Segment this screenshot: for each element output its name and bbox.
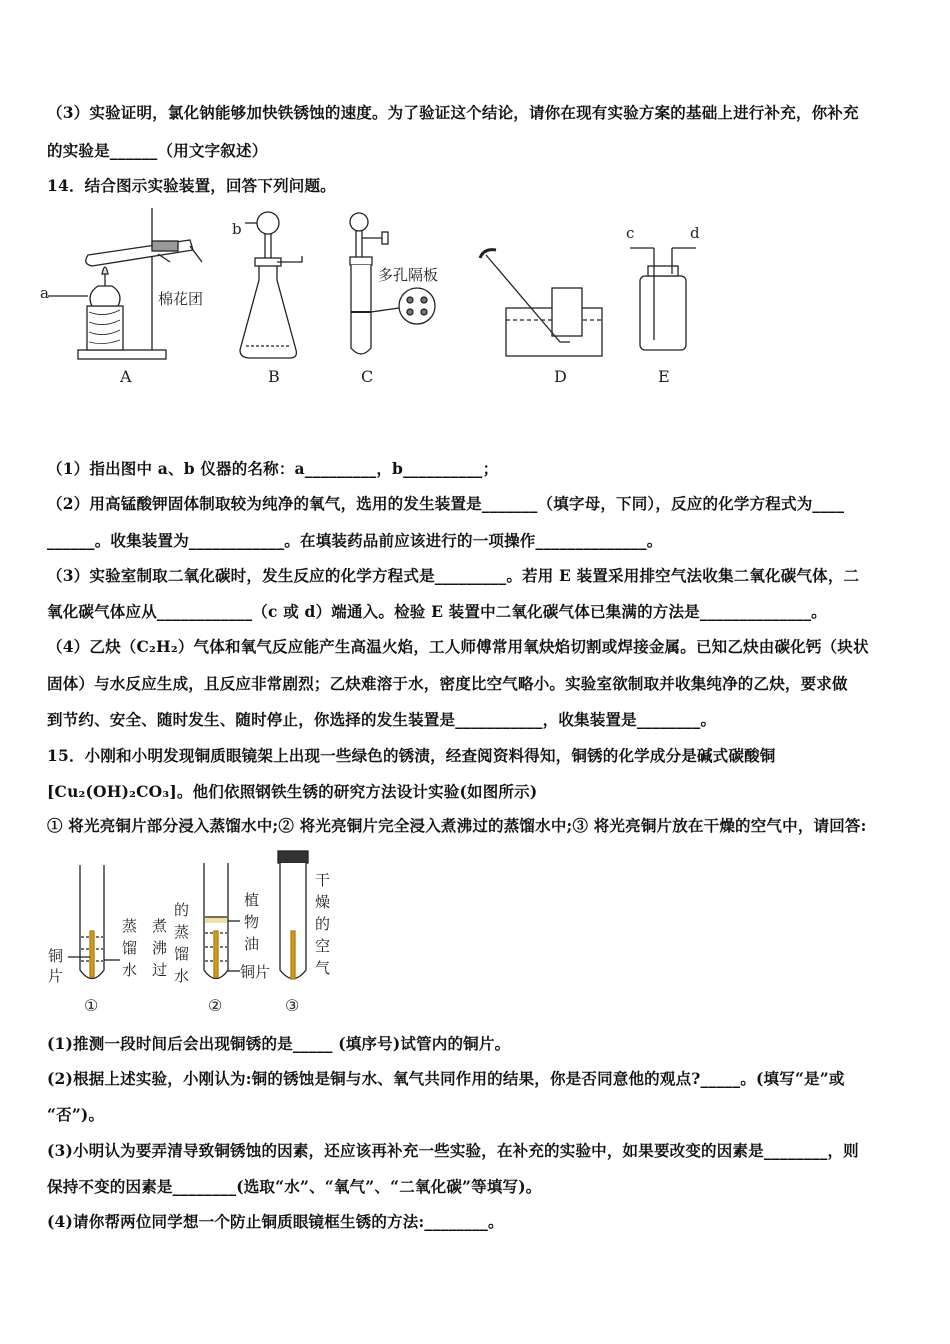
text-line-q14-4b: 固体）与水反应生成，且反应非常剧烈；乙炔难溶于水，密度比空气略小。实验室欲制取并收集纯净的乙炔，要求做 [47, 674, 848, 693]
text-line-q13-3a: （3）实验证明，氯化钠能够加快铁锈蚀的速度。为了验证这个结论，请你在现有实验方案的基础上进行补充，你补充 [47, 103, 859, 122]
caption-a: A [120, 367, 132, 386]
oil-char-3: 油 [244, 935, 260, 953]
text-line-q14-3a: （3）实验室制取二氧化碳时，发生反应的化学方程式是_________。若用 E 装置采用排空气法收集二氧化碳气体，二 [47, 566, 860, 585]
caption-d: D [554, 367, 567, 386]
distilled-char-1: 蒸 [122, 917, 138, 935]
boiled-char-7: 水 [174, 967, 190, 985]
test-tube-figure [40, 845, 360, 1020]
apparatus-b [240, 212, 302, 358]
question-15-title: 15．小刚和小明发现铜质眼镜架上出现一些绿色的锈渍，经查阅资料得知，铜锈的化学成分是碱式碳酸铜 [47, 746, 776, 765]
text-line-q15-3b: 保持不变的因素是________(选取“水”、“氧气”、“二氧化碳”等填写)。 [47, 1177, 542, 1196]
text-line-q14-2a: （2）用高锰酸钾固体制取较为纯净的氧气，选用的发生装置是_______（填字母，下同），反应的化学方程式为____ [47, 494, 845, 513]
dry-air-char-1: 干 [315, 871, 331, 889]
text-line-q14-4c: 到节约、安全、随时发生、随时停止，你选择的发生装置是___________，收集装置是________。 [47, 710, 717, 729]
text-line-q14-2b: ______。收集装置为____________。在填装药品前应该进行的一项操作______________。 [47, 531, 663, 550]
oil-char-1: 植 [244, 891, 260, 909]
boiled-char-3: 过 [152, 961, 168, 979]
tube-caption-2: ② [208, 996, 223, 1015]
boiled-char-4: 的 [174, 901, 190, 919]
copper-label-left: 铜 [48, 947, 64, 965]
boiled-char-6: 馏 [174, 945, 190, 963]
caption-e: E [658, 367, 670, 386]
label-porous-plate: 多孔隔板 [378, 266, 439, 284]
text-line-q14-4a: （4）乙炔（C₂H₂）气体和氧气反应能产生高温火焰，工人师傅常用氧炔焰切割或焊接金属。已知乙炔由碳化钙（块状 [47, 637, 869, 656]
test-tube-2 [204, 863, 240, 979]
apparatus-d [480, 250, 602, 356]
question-14-title: 14．结合图示实验装置，回答下列问题。 [47, 176, 336, 195]
caption-b: B [268, 367, 280, 386]
boiled-char-1: 煮 [152, 917, 168, 935]
distilled-char-2: 馏 [122, 939, 138, 957]
text-line-q15-3a: (3)小明认为要弄清导致铜锈蚀的因素，还应该再补充一些实验，在补充的实验中，如果要改变的因素是________，则 [47, 1141, 859, 1160]
copper-label-right: 片 [48, 967, 64, 985]
text-line-q14-1: （1）指出图中 a、b 仪器的名称：a_________，b__________； [47, 459, 499, 478]
dry-air-char-4: 空 [315, 937, 331, 955]
distilled-char-3: 水 [122, 961, 138, 979]
label-cotton: 棉花团 [158, 290, 204, 308]
text-line-q14-3b: 氧化碳气体应从____________（c 或 d）端通入。检验 E 装置中二氧化碳气体已集满的方法是______________。 [47, 602, 827, 621]
label-c: c [626, 224, 635, 242]
label-d: d [690, 224, 700, 242]
apparatus-a [48, 208, 202, 359]
tube-caption-1: ① [84, 996, 99, 1015]
copper-sheet-label: 铜片 [240, 963, 271, 981]
text-line-q15-2a: (2)根据上述实验，小刚认为:铜的锈蚀是铜与水、氧气共同作用的结果，你是否同意他的观点?_____。(填写“是”或 [47, 1069, 845, 1088]
label-b: b [232, 220, 242, 238]
oil-char-2: 物 [244, 913, 260, 931]
dry-air-char-2: 燥 [315, 893, 331, 911]
caption-c: C [361, 367, 374, 386]
text-line-q15-1: (1)推测一段时间后会出现铜锈的是_____ (填序号)试管内的铜片。 [47, 1034, 511, 1053]
text-line-q15-4: (4)请你帮两位同学想一个防止铜质眼镜框生锈的方法:________。 [47, 1212, 504, 1231]
text-line-q15-2b: “否”)。 [47, 1105, 105, 1124]
test-tube-3 [278, 851, 308, 979]
boiled-char-2: 沸 [152, 939, 168, 957]
dry-air-char-3: 的 [315, 915, 331, 933]
apparatus-e [630, 248, 696, 350]
tube-caption-3: ③ [285, 996, 300, 1015]
apparatus-figure [40, 200, 740, 395]
text-line-q13-3b: 的实验是______（用文字叙述） [47, 141, 268, 160]
dry-air-char-5: 气 [315, 959, 331, 977]
text-line-q15-formula: [Cu₂(OH)₂CO₃]。他们依照钢铁生锈的研究方法设计实验(如图所示) [47, 782, 538, 801]
test-tube-1 [68, 865, 120, 979]
text-line-q15-setup: ① 将光亮铜片部分浸入蒸馏水中;② 将光亮铜片完全浸入煮沸过的蒸馏水中;③ 将光亮铜片放在干燥的空气中，请回答: [47, 816, 867, 835]
boiled-char-5: 蒸 [174, 923, 190, 941]
label-a: a [40, 284, 49, 302]
